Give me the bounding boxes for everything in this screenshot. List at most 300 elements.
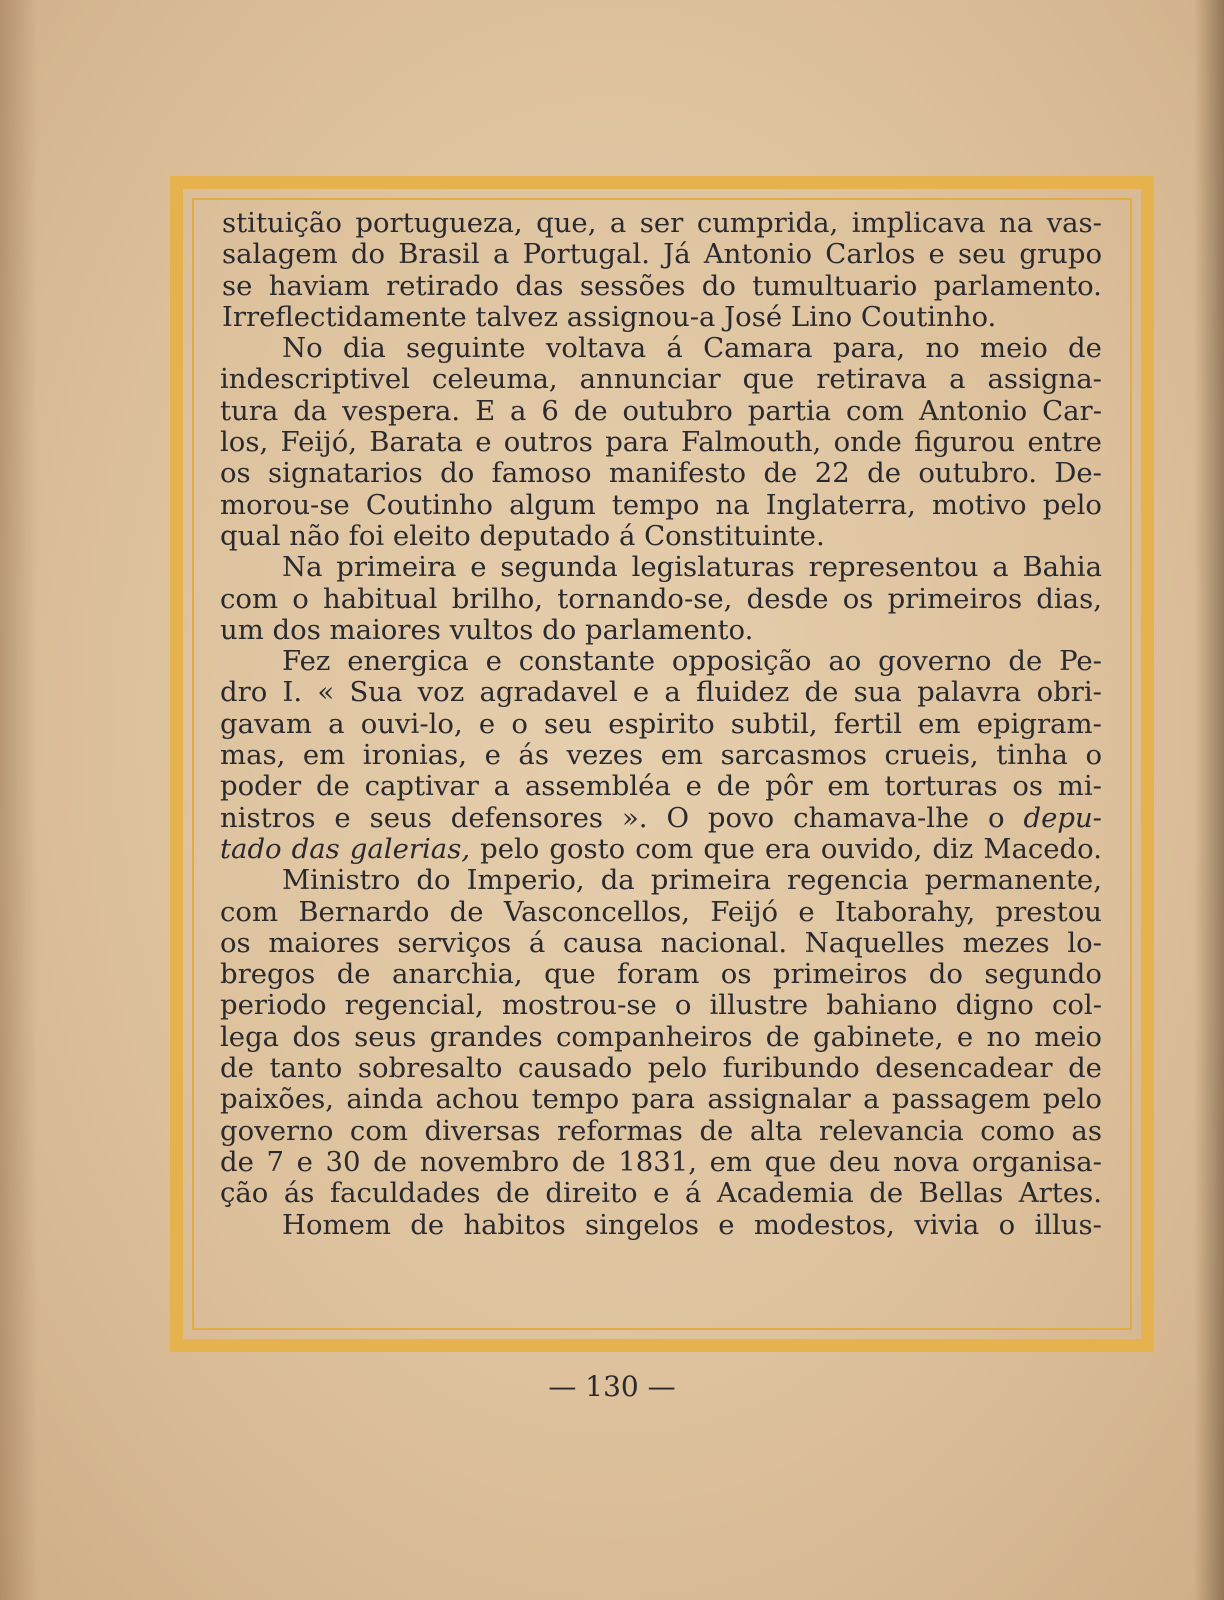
- word: celeuma,: [431, 363, 558, 396]
- text-line: [220, 458, 1102, 489]
- word: palavra: [917, 676, 1022, 709]
- word: na: [999, 207, 1034, 239]
- text-line: [220, 834, 1102, 865]
- word: a: [492, 238, 510, 271]
- word: poder: [220, 770, 302, 803]
- word: á: [528, 926, 546, 959]
- word: anarchia,: [391, 958, 523, 991]
- word: direito: [545, 1177, 638, 1210]
- word: dro: [220, 676, 268, 709]
- word: como: [980, 1114, 1055, 1147]
- word: primeira: [336, 551, 457, 584]
- word: De-: [1054, 457, 1102, 490]
- word: e: [653, 1177, 670, 1210]
- word: seu: [958, 238, 1007, 271]
- word: opposição: [671, 645, 812, 678]
- text-line: [220, 1022, 1102, 1053]
- word: e: [685, 770, 702, 803]
- word: achou: [435, 1083, 520, 1116]
- word: permanente,: [924, 864, 1102, 897]
- word: de: [1068, 1052, 1102, 1085]
- word: ironias,: [362, 739, 468, 772]
- word: segunda: [500, 551, 618, 584]
- word: diz: [932, 832, 974, 865]
- word: vas-: [1046, 207, 1102, 239]
- text-line: [220, 677, 1102, 708]
- text-line: [220, 803, 1102, 834]
- word: causa: [562, 926, 643, 959]
- word: no: [925, 332, 960, 365]
- word: captivar: [364, 770, 479, 803]
- word: era: [764, 832, 811, 865]
- word: furibundo: [722, 1052, 860, 1085]
- word: indescriptivel: [220, 363, 410, 396]
- word: e: [478, 707, 496, 740]
- word: em: [709, 1145, 753, 1178]
- page-edge-shadow-right: [1194, 0, 1224, 1600]
- word: na: [715, 488, 750, 521]
- word: segundo: [984, 958, 1102, 991]
- word: grupo: [1019, 238, 1102, 271]
- word: companheiros: [556, 1020, 753, 1053]
- text-line: [220, 364, 1102, 395]
- text-line: [220, 1178, 1102, 1209]
- word: povo: [707, 801, 775, 834]
- word: a: [328, 707, 345, 740]
- word: desencadear: [875, 1052, 1053, 1085]
- word: e: [956, 1020, 974, 1053]
- word: retirado: [386, 269, 499, 302]
- word: Bellas: [918, 1177, 1004, 1210]
- word: defensores: [450, 801, 604, 834]
- word: portugueza,: [355, 207, 523, 239]
- word: o: [1085, 739, 1102, 772]
- word: implicava: [851, 207, 986, 239]
- text-line: [220, 897, 1102, 928]
- word: gabinete,: [813, 1020, 944, 1053]
- word: em: [918, 707, 961, 740]
- word: de: [804, 676, 839, 709]
- word: de: [315, 770, 350, 803]
- word: e: [718, 1208, 735, 1241]
- word: das: [515, 269, 564, 302]
- word: sua: [853, 676, 902, 709]
- word: do: [440, 457, 475, 490]
- word: ainda: [346, 1083, 424, 1116]
- word: Inglaterra,: [765, 488, 916, 521]
- word: á: [684, 1177, 702, 1210]
- word: ás: [518, 739, 549, 772]
- word: e: [798, 895, 815, 928]
- word: que,: [536, 207, 597, 239]
- word: partia: [747, 394, 832, 427]
- word: os: [220, 457, 251, 490]
- word: legislaturas: [631, 551, 795, 584]
- word: de: [336, 958, 371, 991]
- word: de: [495, 1177, 530, 1210]
- word: habitual: [323, 582, 438, 615]
- word: de: [869, 1177, 904, 1210]
- word: causado: [518, 1052, 633, 1085]
- word: tornando-se,: [557, 582, 733, 615]
- word: diversas: [424, 1114, 541, 1147]
- word: tinha: [996, 739, 1068, 772]
- word: haviam: [268, 269, 370, 302]
- word: torturas: [884, 770, 998, 803]
- word: deu: [828, 1145, 881, 1178]
- word: Portugal.: [522, 238, 650, 271]
- word: o: [292, 582, 309, 615]
- word: governo: [878, 645, 992, 678]
- word: entre: [1027, 426, 1102, 459]
- word: de: [220, 1145, 254, 1178]
- word: ».: [621, 801, 648, 834]
- word: e: [484, 739, 501, 772]
- word: annunciar: [579, 363, 721, 396]
- word: a: [664, 676, 681, 709]
- word: sarcasmos: [720, 739, 867, 772]
- word: os: [1012, 770, 1044, 803]
- word: de: [573, 394, 608, 427]
- word: 22: [814, 457, 850, 490]
- word: lega: [220, 1020, 280, 1053]
- word: Barata: [369, 426, 463, 459]
- word: mi-: [1057, 770, 1102, 803]
- word: fluidez: [696, 676, 790, 709]
- word: manifesto: [608, 457, 747, 490]
- word: Imperio,: [466, 864, 585, 897]
- word: famoso: [491, 457, 592, 490]
- word: para: [631, 1083, 696, 1116]
- word: governo: [220, 1114, 334, 1147]
- word: primeiros: [887, 582, 1023, 615]
- word: Antonio: [703, 238, 813, 271]
- word: o: [988, 801, 1005, 834]
- word: E: [475, 394, 496, 427]
- text-line: [220, 490, 1102, 521]
- word: epigram-: [976, 707, 1102, 740]
- text-line: [220, 771, 1102, 802]
- word: Brasil: [398, 238, 480, 271]
- word: 30: [325, 1145, 361, 1178]
- word: mas,: [220, 739, 286, 772]
- word: chamava-lhe: [793, 801, 970, 834]
- word: ás: [283, 1177, 315, 1210]
- word: obri-: [1036, 676, 1102, 709]
- word: foram: [617, 958, 700, 991]
- paragraph-start-line: [282, 646, 1102, 677]
- word: Vasconcellos,: [503, 895, 691, 928]
- word: pelo: [480, 832, 540, 865]
- word: ouvido,: [820, 832, 923, 865]
- word: parlamento.: [933, 269, 1102, 302]
- word: de: [867, 457, 901, 490]
- word: seu: [544, 707, 593, 740]
- word: com: [220, 582, 279, 615]
- word: mezes: [962, 926, 1050, 959]
- word: pelo: [1042, 1083, 1102, 1116]
- word: meio: [1034, 1020, 1102, 1053]
- word: Fez: [282, 645, 331, 678]
- word: «: [317, 676, 335, 709]
- word: a: [863, 1083, 880, 1116]
- word: faculdades: [329, 1177, 481, 1210]
- word: 1831,: [618, 1145, 698, 1178]
- word: ção: [220, 1177, 269, 1210]
- word: Camara: [703, 332, 813, 365]
- word: digno: [955, 989, 1034, 1022]
- word: gosto: [549, 832, 626, 865]
- word: figurou: [914, 426, 1016, 459]
- word: o: [998, 1208, 1016, 1241]
- word: a: [949, 363, 966, 396]
- word: tura: [220, 394, 279, 427]
- word: tado: [220, 832, 282, 865]
- word: Bernardo: [298, 895, 430, 928]
- word: salagem: [222, 238, 338, 271]
- word: primeiros: [772, 958, 908, 991]
- word: de: [220, 1052, 254, 1085]
- word: da: [600, 864, 635, 897]
- word: o: [674, 989, 692, 1022]
- word: lo-: [1067, 926, 1102, 959]
- word: galerias,: [349, 832, 471, 865]
- word: em: [302, 739, 346, 772]
- word: nacional.: [660, 926, 788, 959]
- word: Itaborahy,: [834, 895, 976, 928]
- text-line: [220, 1084, 1102, 1115]
- word: col-: [1051, 989, 1102, 1022]
- word: seguinte: [406, 332, 526, 365]
- word: de: [449, 895, 484, 928]
- word: tumultuario: [752, 269, 918, 302]
- word: assigna-: [987, 363, 1102, 396]
- word: paixões,: [220, 1083, 334, 1116]
- word: espirito: [608, 707, 715, 740]
- word: stituição: [222, 207, 342, 239]
- word: prestou: [995, 895, 1102, 928]
- word: bregos: [220, 958, 316, 991]
- word: da: [293, 394, 328, 427]
- word: a: [510, 394, 527, 427]
- word: de: [765, 1020, 800, 1053]
- word: voz: [417, 676, 465, 709]
- word: nova: [893, 1145, 960, 1178]
- word: onde: [833, 426, 902, 459]
- word: Academia: [716, 1177, 854, 1210]
- word: dias,: [1036, 582, 1102, 615]
- word: ser: [639, 207, 684, 239]
- word: energica: [347, 645, 469, 678]
- word: 6: [541, 394, 559, 427]
- word: algum: [509, 488, 596, 521]
- word: voltava: [545, 332, 647, 365]
- word: das: [291, 832, 340, 865]
- word: com: [635, 832, 694, 865]
- page-number: — 130 —: [548, 1370, 676, 1403]
- word: fertil: [833, 707, 903, 740]
- word: alta: [749, 1114, 803, 1147]
- word: desde: [746, 582, 829, 615]
- word: para: [605, 426, 669, 459]
- word: e: [475, 426, 492, 459]
- word: illustre: [709, 989, 809, 1022]
- word: sessões: [579, 269, 686, 302]
- word: a: [992, 551, 1009, 584]
- word: 7: [266, 1145, 285, 1178]
- word: agradavel: [479, 676, 618, 709]
- word: tempo: [611, 488, 700, 521]
- word: crueis,: [884, 739, 979, 772]
- word: sobresalto: [357, 1052, 503, 1085]
- word: outros: [503, 426, 593, 459]
- word: Bahia: [1022, 551, 1102, 584]
- word: pelo: [647, 1052, 708, 1085]
- word: meio: [980, 332, 1048, 365]
- word: Ministro: [282, 864, 401, 897]
- word: de: [410, 1208, 445, 1241]
- word: passagem: [891, 1083, 1031, 1116]
- word: assembléa: [524, 770, 671, 803]
- word: Macedo.: [983, 832, 1102, 865]
- word: pôr: [765, 770, 813, 803]
- word: vivia: [914, 1208, 980, 1241]
- word: los,: [220, 426, 269, 459]
- word: tanto: [269, 1052, 343, 1085]
- word: com: [349, 1114, 408, 1147]
- text-line: [220, 584, 1102, 615]
- word: retirava: [816, 363, 928, 396]
- word: periodo: [220, 989, 327, 1022]
- text-line: [222, 271, 1102, 302]
- word: brilho,: [451, 582, 544, 615]
- word: assignalar: [707, 1083, 851, 1116]
- word: maiores: [268, 926, 380, 959]
- word: Naquelles: [804, 926, 945, 959]
- text-line: [222, 208, 1102, 239]
- word: a: [493, 770, 511, 803]
- paragraph-start-line: [282, 1210, 1102, 1241]
- word: em: [660, 739, 704, 772]
- word: primeira: [650, 864, 771, 897]
- word: no: [986, 1020, 1021, 1053]
- word: os: [220, 926, 251, 959]
- text-line: [220, 709, 1102, 740]
- word: e: [296, 1145, 313, 1178]
- text-line: [220, 990, 1102, 1021]
- page-edge-shadow-left: [0, 0, 38, 1600]
- word: morou-se: [220, 488, 350, 521]
- word: e: [632, 676, 650, 709]
- word: do: [416, 864, 451, 897]
- text-line: [220, 740, 1102, 771]
- text-line: [220, 1116, 1102, 1147]
- word: de: [571, 1145, 606, 1178]
- text-line: [220, 959, 1102, 990]
- word: e: [470, 551, 487, 584]
- word: Pe-: [1059, 645, 1102, 678]
- word: seus: [354, 1020, 417, 1053]
- word: illus-: [1034, 1208, 1102, 1241]
- word: de: [716, 770, 751, 803]
- word: Falmouth,: [681, 426, 822, 459]
- word: organisa-: [971, 1145, 1102, 1178]
- word: a: [609, 207, 627, 239]
- word: dos: [292, 1020, 341, 1053]
- text-line: um dos maiores vultos do parlamento.: [220, 613, 754, 646]
- word: de: [1068, 332, 1102, 365]
- text-line: [222, 239, 1102, 270]
- word: mostrou-se: [501, 989, 657, 1022]
- word: dia: [342, 332, 386, 365]
- word: que: [764, 1145, 817, 1178]
- text-line: [220, 396, 1102, 427]
- word: Na: [282, 551, 323, 584]
- word: representou: [808, 551, 979, 584]
- word: Sua: [349, 676, 403, 709]
- word: Car-: [1042, 394, 1102, 427]
- word: para,: [832, 332, 906, 365]
- word: que: [742, 363, 795, 396]
- text-line: [220, 427, 1102, 458]
- word: ao: [828, 645, 862, 678]
- word: Artes.: [1018, 1177, 1102, 1210]
- word: Feijó: [710, 895, 779, 928]
- word: com: [846, 394, 905, 427]
- text-line: [220, 928, 1102, 959]
- text-line: qual não foi eleito deputado á Constituinte.: [220, 519, 825, 552]
- word: vezes: [566, 739, 644, 772]
- word: Feijó,: [280, 426, 357, 459]
- word: do: [701, 269, 736, 302]
- word: novembro: [419, 1145, 560, 1178]
- word: reformas: [557, 1114, 683, 1147]
- word: regencia: [787, 864, 909, 897]
- word: que: [703, 832, 755, 865]
- word: os: [842, 582, 874, 615]
- word: os: [720, 958, 752, 991]
- word: com: [220, 895, 279, 928]
- word: constante: [518, 645, 656, 678]
- word: de: [1008, 645, 1043, 678]
- word: Homem: [282, 1208, 391, 1241]
- word: de: [699, 1114, 734, 1147]
- word: I.: [282, 676, 303, 709]
- word: á: [666, 332, 683, 365]
- word: e: [928, 238, 945, 271]
- word: nistros: [220, 801, 316, 834]
- word: se: [222, 269, 253, 302]
- word: regencial,: [344, 989, 484, 1022]
- word: No: [282, 332, 323, 365]
- word: relevancia: [819, 1114, 964, 1147]
- word: O: [666, 801, 689, 834]
- word: seus: [369, 801, 432, 834]
- word: e: [485, 645, 502, 678]
- word: que: [544, 958, 596, 991]
- word: cumprida,: [696, 207, 839, 239]
- word: signatarios: [268, 457, 423, 490]
- word: e: [334, 801, 351, 834]
- word: motivo: [932, 488, 1027, 521]
- word: grandes: [429, 1020, 543, 1053]
- word: vespera.: [342, 394, 461, 427]
- word: outubro: [622, 394, 733, 427]
- word: as: [1071, 1114, 1102, 1147]
- paragraph-start-line: [282, 552, 1102, 583]
- body-text: [220, 208, 1102, 1241]
- word: pelo: [1042, 488, 1102, 521]
